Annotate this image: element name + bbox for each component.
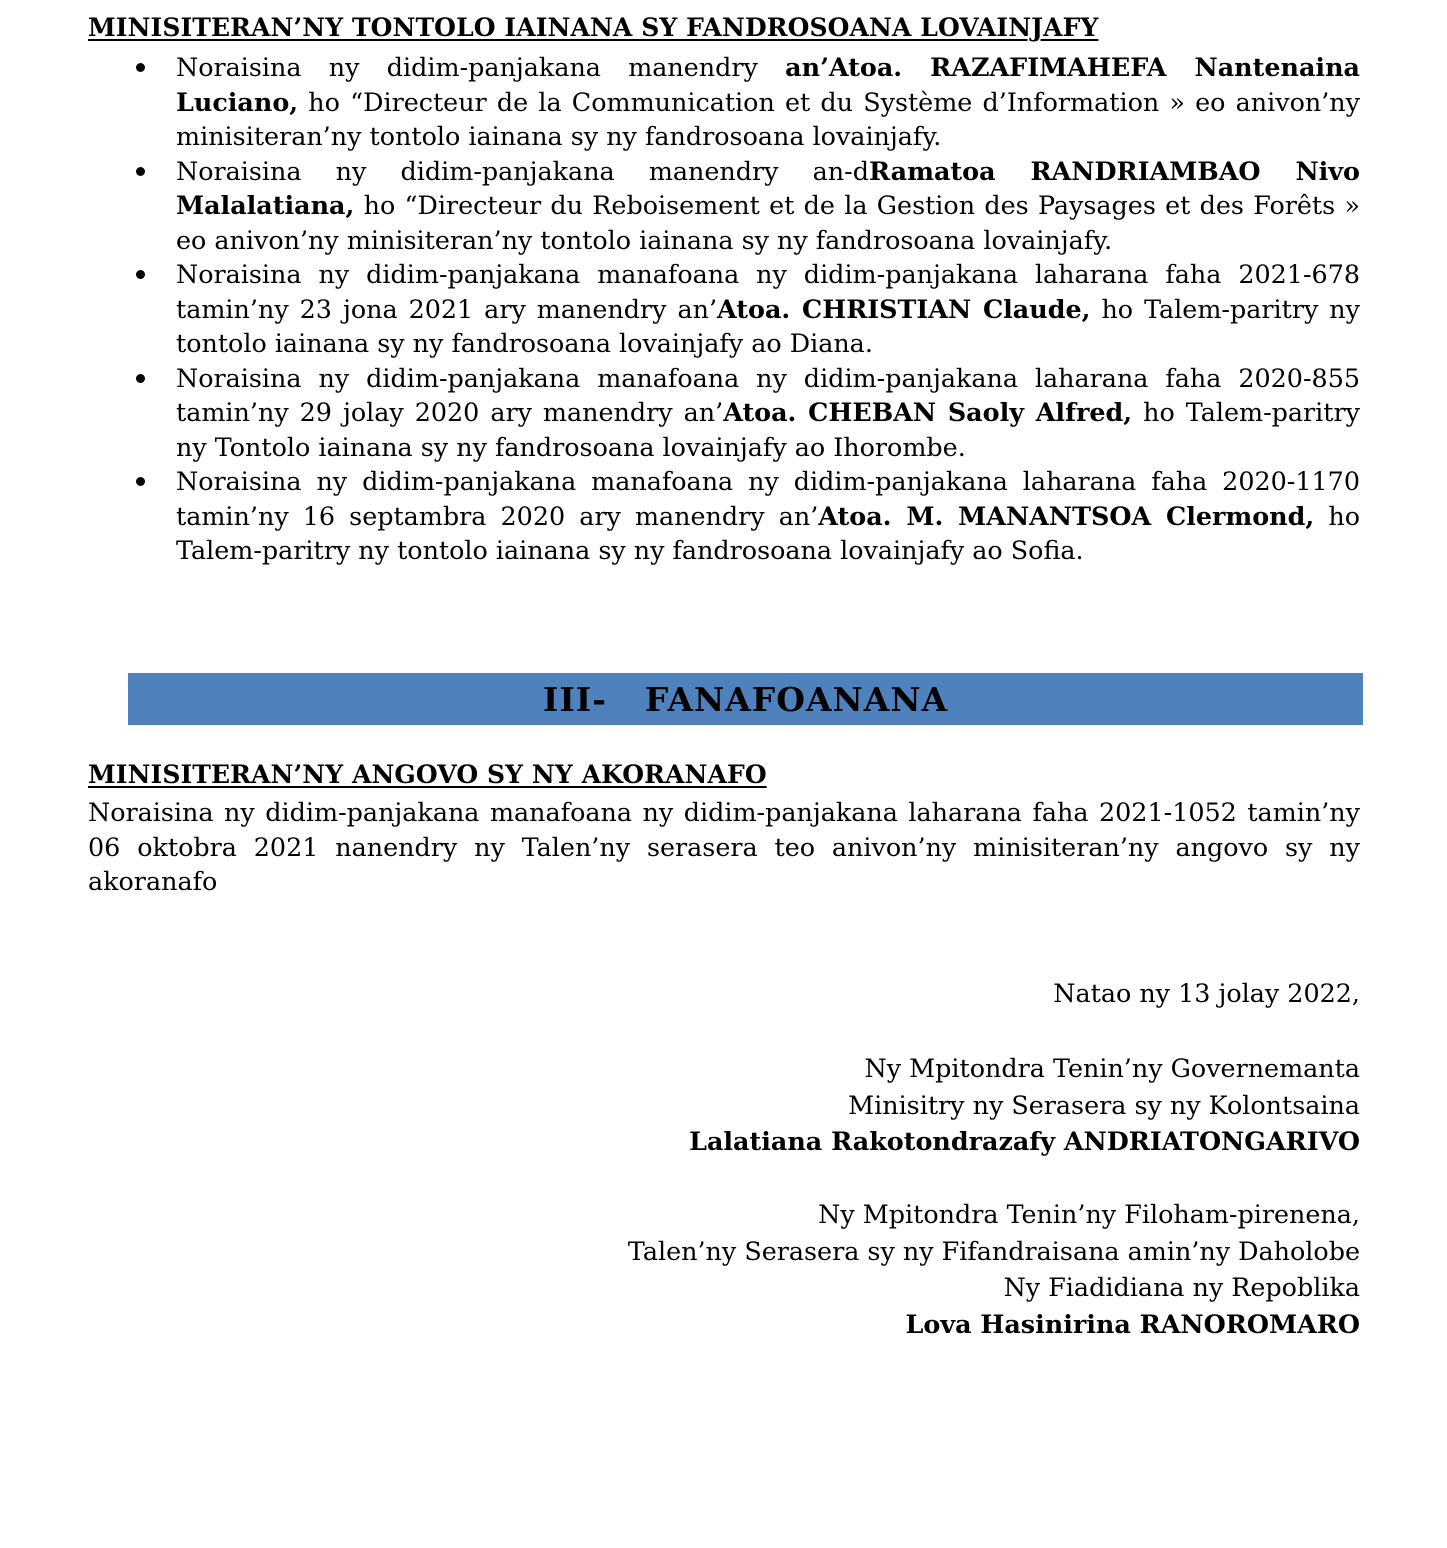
item-text-pre: Noraisina ny didim-panjakana manafoana ny didim-panjakana laharana faha 2020-855 tamin’ny 29 jolay 2020 ary manendry an’ <box>176 362 1360 427</box>
date-text: Natao ny 13 jolay 2022, <box>1053 978 1360 1008</box>
item-text-post: ho Talem-paritry ny tontolo iainana sy ny fandrosoana lovainjafy ao Diana. <box>176 293 1361 358</box>
list-item <box>176 464 1360 568</box>
list-item <box>176 257 1360 361</box>
signatory-name: Lalatiana Rakotondrazafy ANDRIATONGARIVO <box>689 1126 1360 1156</box>
item-text-bold: an’Atoa. RAZAFIMAHEFA Nantenaina Luciano, <box>176 52 1360 117</box>
item-text-pre: Noraisina ny didim-panjakana manendry <box>176 52 786 82</box>
item-text-pre: Noraisina ny didim-panjakana manafoana ny didim-panjakana laharana faha 2020-1170 tamin’ny 16 septambra 2020 ary manendry an’ <box>176 466 1360 531</box>
signatory-name: Lova Hasinirina RANOROMARO <box>905 1308 1360 1339</box>
banner-title: FANAFOANANA <box>644 679 949 719</box>
item-text-pre: Noraisina ny didim-panjakana manafoana ny didim-panjakana laharana faha 2021-678 tamin’ny 23 jona 2021 ary manendry an’ <box>176 259 1360 324</box>
item-text-post: ho Talem-paritry ny Tontolo iainana sy ny fandrosoana lovainjafy ao Ihorombe. <box>176 397 1360 462</box>
item-text-pre: Noraisina ny didim-panjakana manendry an-d <box>176 155 869 186</box>
signature-block-presidency <box>628 1196 1360 1342</box>
section-heading-energy-ministry: MINISITERAN’NY ANGOVO SY NY AKORANAFO <box>88 760 767 789</box>
item-text-bold: Atoa. CHRISTIAN Claude, <box>717 293 1091 324</box>
item-text-bold: Atoa. M. MANANTSOA Clermond, <box>818 500 1315 531</box>
item-text-bold: Ramatoa RANDRIAMBAO Nivo Malalatiana, <box>176 155 1360 220</box>
appointment-list <box>176 50 1360 568</box>
signatory-title-line: Talen’ny Serasera sy ny Fifandraisana amin’ny Daholobe <box>627 1235 1360 1266</box>
signatory-title-line: Ny Fiadidiana ny Repoblika <box>1003 1272 1360 1302</box>
item-text-post: ho Talem-paritry ny tontolo iainana sy ny fandrosoana lovainjafy ao Sofia. <box>176 500 1360 565</box>
date-line <box>1053 975 1360 1012</box>
signatory-title-line: Ny Mpitondra Tenin’ny Filoham-pirenena, <box>818 1199 1360 1229</box>
banner-number: III- <box>542 679 607 719</box>
list-item <box>176 361 1360 465</box>
bullet-icon <box>136 374 145 383</box>
bullet-icon <box>136 270 145 279</box>
signature-block-government <box>689 1050 1360 1160</box>
section-banner <box>128 673 1363 725</box>
repeal-paragraph: Noraisina ny didim-panjakana manafoana ny didim-panjakana laharana faha 2021-1052 tamin’ny 06 oktobra 2021 nanendry ny Talen’ny serasera teo anivon’ny minisiteran’ny angovo sy ny akoranafo <box>88 797 1360 896</box>
item-text-bold: Atoa. CHEBAN Saoly Alfred, <box>723 397 1133 427</box>
item-text-post: ho “Directeur de la Communication et du Système d’Information » eo anivon’ny minisiteran’ny tontolo iainana sy ny fandrosoana lovainjafy. <box>176 86 1360 151</box>
bullet-icon <box>136 63 145 72</box>
list-item <box>176 154 1360 258</box>
list-item <box>176 50 1360 154</box>
signatory-title-line: Ny Mpitondra Tenin’ny Governemanta <box>864 1053 1360 1083</box>
signatory-title-line: Minisitry ny Serasera sy ny Kolontsaina <box>848 1089 1360 1120</box>
item-text-post: ho “Directeur du Reboisement et de la Gestion des Paysages et des Forêts » eo anivon’ny minisiteran’ny tontolo iainana sy ny fandrosoana lovainjafy. <box>176 190 1360 255</box>
bullet-icon <box>136 167 145 176</box>
bullet-icon <box>136 477 145 486</box>
section-heading-environment-ministry: MINISITERAN’NY TONTOLO IAINANA SY FANDROSOANA LOVAINJAFY <box>88 13 1099 42</box>
